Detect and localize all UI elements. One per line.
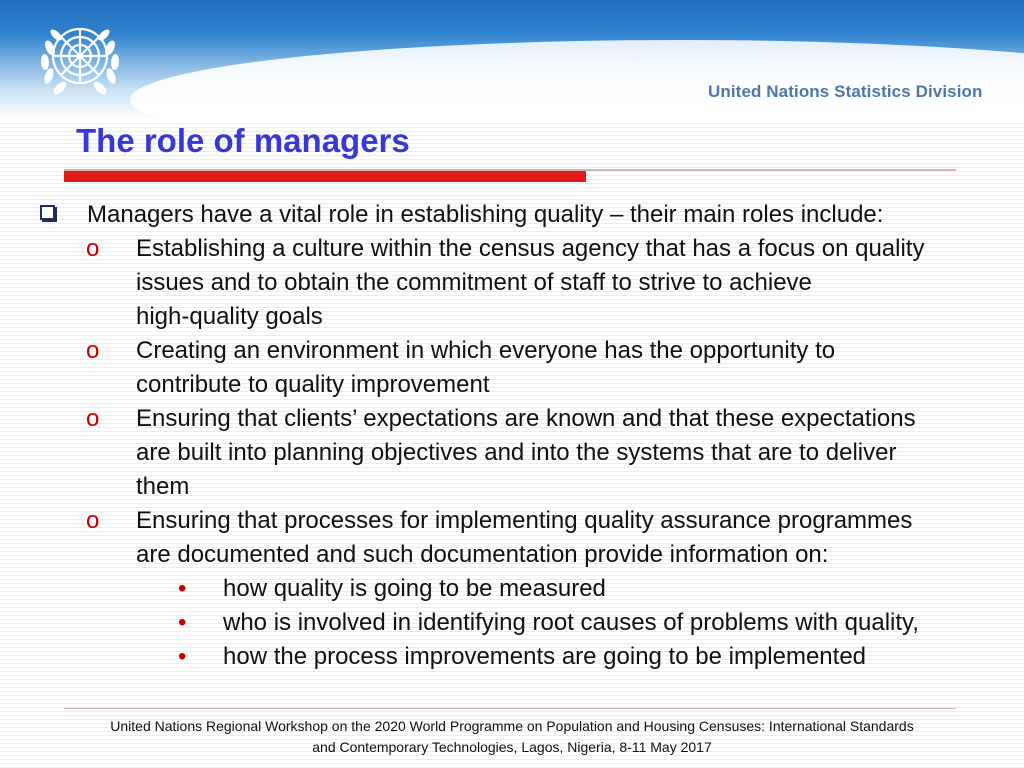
circle-bullet-icon: o [86, 337, 100, 364]
list-item [0, 232, 1024, 266]
list-item [0, 334, 1024, 368]
list-item [0, 402, 1024, 436]
un-emblem-icon [28, 10, 132, 110]
item-text: Establishing a culture within the census agency that has a focus on quality [136, 235, 925, 262]
slide-content [0, 198, 1024, 674]
list-item [0, 504, 1024, 538]
dot-bullet-icon: • [178, 609, 187, 636]
dot-bullet-icon: • [178, 643, 187, 670]
footer-line-1: United Nations Regional Workshop on the 2020 World Programme on Population and Housing Censuses: International Standards [110, 718, 914, 734]
slide-title: The role of managers [76, 122, 410, 159]
sub-list-item [0, 640, 1024, 674]
footer [0, 716, 1024, 758]
dot-bullet-icon: • [178, 575, 187, 602]
item-text: Creating an environment in which everyone has the opportunity to [136, 337, 836, 364]
list-item-continuation [0, 538, 1024, 572]
item-text: are built into planning objectives and into the systems that are to deliver [136, 439, 897, 466]
list-item-continuation [0, 300, 1024, 334]
intro-bullet [0, 198, 1024, 232]
item-text: Ensuring that clients’ expectations are known and that these expectations [136, 405, 916, 432]
header-shine [0, 0, 1024, 40]
list-item-continuation [0, 436, 1024, 470]
circle-bullet-icon: o [86, 507, 100, 534]
list-item-continuation [0, 470, 1024, 504]
list-item-continuation [0, 368, 1024, 402]
division-name: United Nations Statistics Division [708, 82, 983, 101]
checkbox-bullet-icon [40, 205, 55, 220]
circle-bullet-icon: o [86, 405, 100, 432]
footer-divider [64, 708, 956, 709]
sub-item-text: how quality is going to be measured [223, 575, 606, 602]
footer-line-2: and Contemporary Technologies, Lagos, Nigeria, 8-11 May 2017 [312, 739, 712, 755]
list-item-continuation [0, 266, 1024, 300]
item-text: are documented and such documentation provide information on: [136, 541, 829, 568]
sub-list-item [0, 606, 1024, 640]
item-text: issues and to obtain the commitment of staff to strive to achieve [136, 269, 812, 296]
item-text: high-quality goals [136, 303, 323, 330]
sub-item-text: who is involved in identifying root causes of problems with quality, [223, 609, 919, 636]
header-swoosh [130, 40, 1024, 120]
item-text: them [136, 473, 190, 500]
sub-list-item [0, 572, 1024, 606]
title-accent-bar [64, 171, 586, 182]
item-text: contribute to quality improvement [136, 371, 490, 398]
circle-bullet-icon: o [86, 235, 100, 262]
sub-item-text: how the process improvements are going to be implemented [223, 643, 867, 670]
header-banner [0, 0, 1024, 120]
intro-text: Managers have a vital role in establishing quality – their main roles include: [87, 201, 884, 228]
item-text: Ensuring that processes for implementing quality assurance programmes [136, 507, 913, 534]
